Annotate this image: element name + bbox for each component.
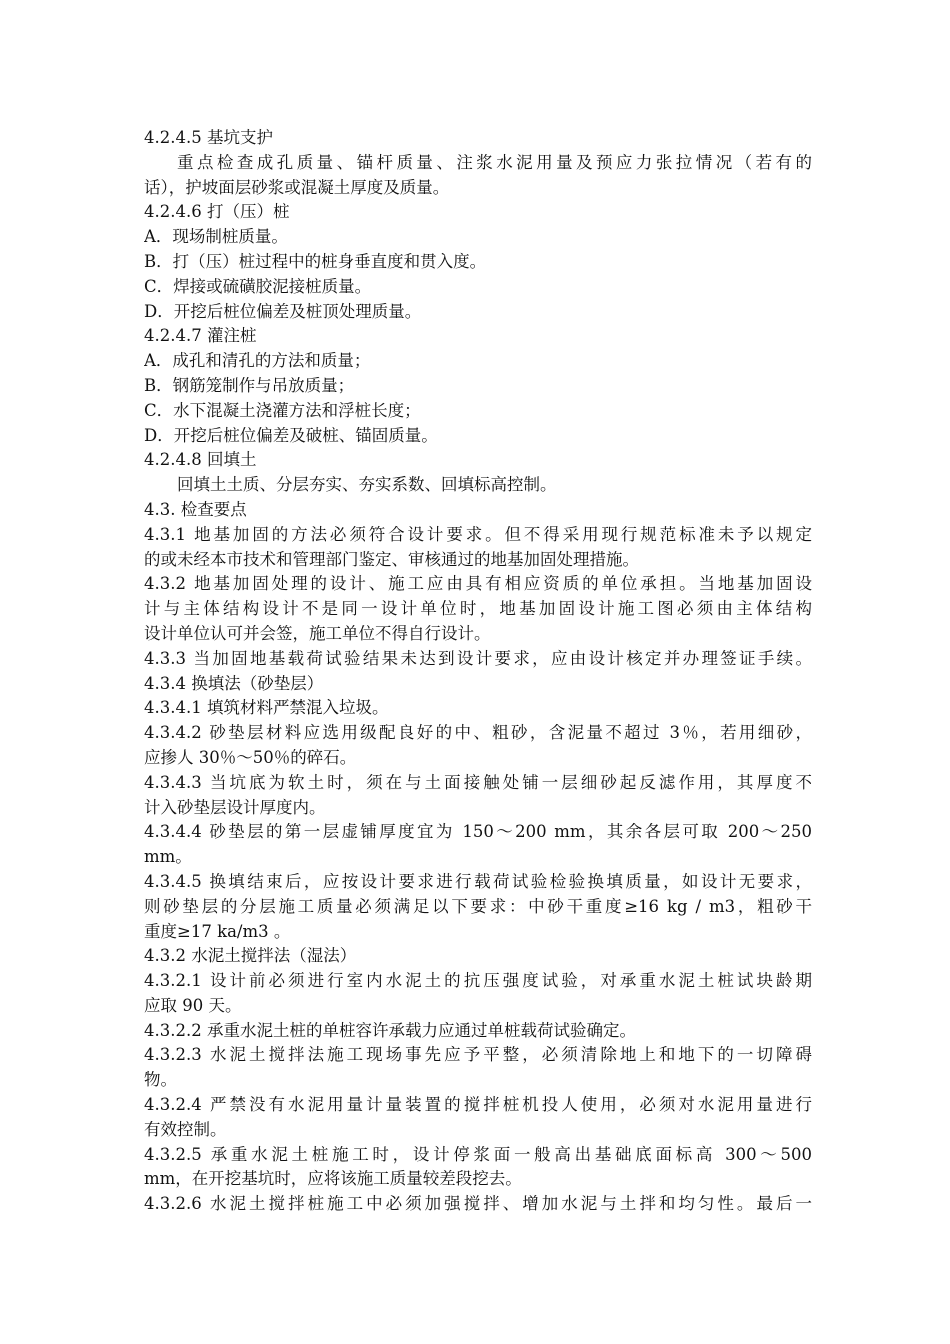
text-line: 4.3.2.4 严禁没有水泥用量计量装置的搅拌桩机投人使用，必须对水泥用量进行: [144, 1095, 812, 1115]
text-line: 4.3.2.5 承重水泥土桩施工时，设计停浆面一般高出基础底面标高 300～500: [144, 1144, 812, 1164]
text-line: 4.3.2 水泥土搅拌法（湿法）: [144, 946, 357, 966]
text-line: 重点检查成孔质量、锚杆质量、注浆水泥用量及预应力张拉情况（若有的: [177, 152, 812, 172]
text-line: B．钢筋笼制作与吊放质量；: [144, 375, 355, 395]
text-line: mm，在开挖基坑时，应将该施工质量较差段挖去。: [144, 1169, 522, 1189]
text-line: 重度≥17 ka/m3 。: [144, 921, 291, 941]
text-line: C．焊接或硫磺胶泥接桩质量。: [144, 276, 372, 296]
text-line: 设计单位认可并会签，施工单位不得自行设计。: [144, 623, 491, 643]
text-line: 计与主体结构设计不是同一设计单位时，地基加固设计施工图必须由主体结构: [144, 599, 812, 619]
text-line: 4.2.4.8 回填土: [144, 450, 257, 470]
text-line: 4.3.4.1 填筑材料严禁混入垃圾。: [144, 698, 389, 718]
text-line: 应掺人 30％～50％的碎石。: [144, 747, 357, 767]
text-line: 有效控制。: [144, 1119, 227, 1139]
text-line: 4.3.4 换填法（砂垫层）: [144, 673, 324, 693]
text-line: mm。: [144, 847, 192, 867]
text-line: 计入砂垫层设计厚度内。: [144, 797, 326, 817]
text-line: 4.3.2.3 水泥土搅拌法施工现场事先应予平整，必须清除地上和地下的一切障碍: [144, 1045, 812, 1065]
text-line: 4.3.4.4 砂垫层的第一层虚铺厚度宜为 150～200 mm，其余各层可取 200～250: [144, 822, 812, 842]
text-line: 4.3.4.3 当坑底为软土时，须在与土面接触处铺一层细砂起反滤作用，其厚度不: [144, 772, 812, 792]
text-line: 4.3.2.1 设计前必须进行室内水泥土的抗压强度试验，对承重水泥土桩试块龄期: [144, 971, 812, 991]
text-line: 物。: [144, 1070, 177, 1090]
text-line: 回填土土质、分层夯实、夯实系数、回填标高控制。: [177, 475, 557, 495]
text-line: 4.3.1 地基加固的方法必须符合设计要求。但不得采用现行规范标准未予以规定: [144, 524, 812, 544]
text-line: 应取 90 天。: [144, 995, 242, 1015]
text-line: A．现场制桩质量。: [144, 227, 288, 247]
text-line: 4.3.4.2 砂垫层材料应选用级配良好的中、粗砂，含泥量不超过 3％，若用细砂，: [144, 723, 812, 743]
document-page: [144, 126, 812, 1217]
text-line: 4.3.4.5 换填结束后，应按设计要求进行载荷试验检验换填质量，如设计无要求，: [144, 871, 812, 891]
text-line: 4.3. 检查要点: [144, 499, 247, 519]
text-line: A．成孔和清孔的方法和质量；: [144, 351, 371, 371]
text-line: D．开挖后桩位偏差及破桩、锚固质量。: [144, 425, 438, 445]
text-line: 4.3.2 地基加固处理的设计、施工应由具有相应资质的单位承担。当地基加固设: [144, 574, 812, 594]
text-line: C．水下混凝土浇灌方法和浮桩长度；: [144, 400, 421, 420]
text-line: B．打（压）桩过程中的桩身垂直度和贯入度。: [144, 251, 487, 271]
text-line: 则砂垫层的分层施工质量必须满足以下要求：中砂干重度≥16 kg / m3，粗砂干: [144, 896, 812, 916]
text-line: D．开挖后桩位偏差及桩顶处理质量。: [144, 301, 422, 321]
text-line: 4.2.4.7 灌注桩: [144, 326, 257, 346]
text-line: 4.2.4.6 打（压）桩: [144, 202, 290, 222]
text-line: 4.2.4.5 基坑支护: [144, 128, 273, 147]
text-line: 4.3.3 当加固地基载荷试验结果未达到设计要求，应由设计核定并办理签证手续。: [144, 648, 812, 668]
text-line: 的或未经本市技术和管理部门鉴定、审核通过的地基加固处理措施。: [144, 549, 639, 569]
text-line: 4.3.2.2 承重水泥土桩的单桩容许承载力应通过单桩载荷试验确定。: [144, 1020, 636, 1040]
text-line: 4.3.2.6 水泥土搅拌桩施工中必须加强搅拌、增加水泥与土拌和均匀性。最后一: [144, 1194, 812, 1214]
text-line: 话），护坡面层砂浆或混凝土厚度及质量。: [144, 177, 450, 197]
